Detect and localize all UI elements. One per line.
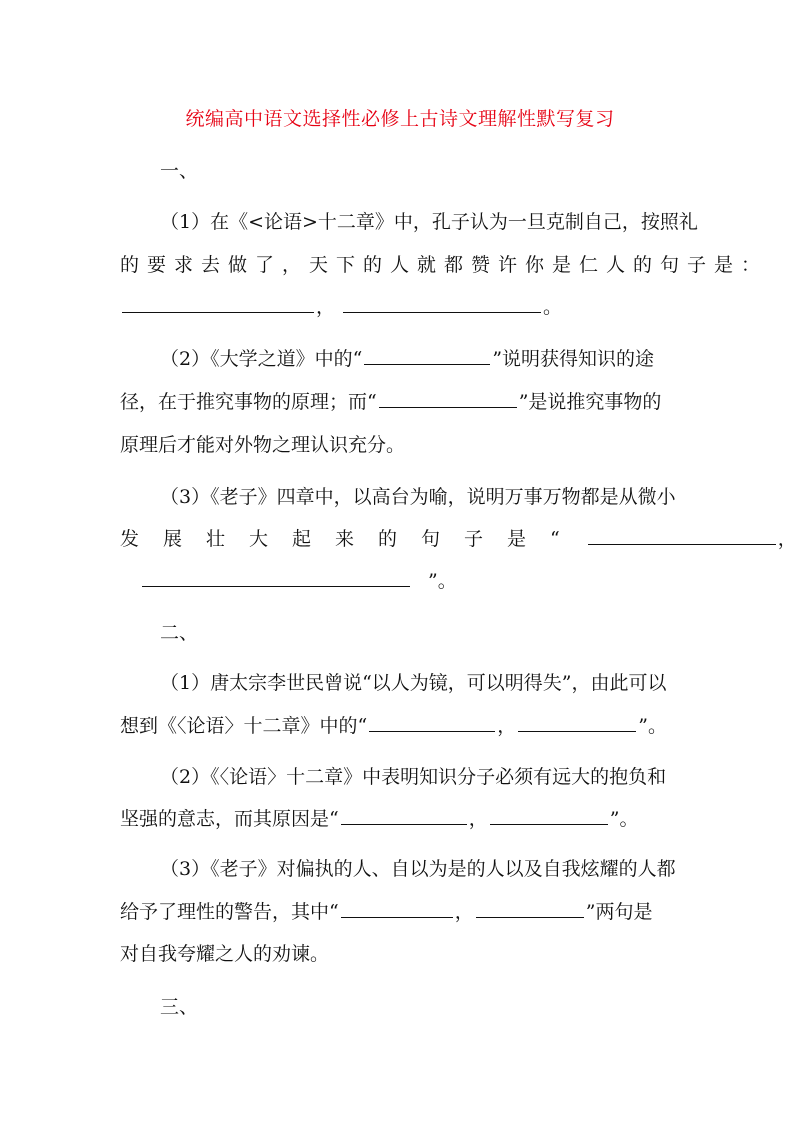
answer-blank[interactable] [588, 543, 776, 545]
text: 径，在于推究事物的原理；而“ [120, 391, 377, 413]
section-heading-two: 二、 [160, 622, 199, 644]
s2-q2-line1: （2）《〈论语〉十二章》中表明知识分子必须有远大的抱负和 [160, 766, 667, 788]
punct: ， [454, 901, 474, 923]
answer-blank[interactable] [341, 916, 453, 918]
text: （2）《大学之道》中的“ [160, 348, 363, 370]
s2-q1-line1: （1）唐太宗李世民曾说“以人为镜，可以明得失”，由此可以 [160, 672, 667, 694]
s1-q2-line2 [120, 393, 661, 412]
punct: ， [468, 808, 488, 830]
document-title: 统编高中语文选择性必修上古诗文理解性默写复习 [185, 108, 615, 130]
answer-blank[interactable] [369, 730, 495, 732]
s1-q2-line3: 原理后才能对外物之理认识充分。 [120, 434, 406, 456]
answer-blank[interactable] [379, 406, 517, 408]
punct: ”。 [609, 808, 639, 830]
s2-q3-line1: （3）《老子》对偏执的人、自以为是的人以及自我炫耀的人都 [160, 858, 676, 880]
s1-q1-line2: 的要求去做了，天下的人就都赞许你是仁人的句子是： [120, 254, 769, 276]
answer-blank[interactable] [142, 585, 410, 587]
s2-q3-line2 [120, 903, 652, 922]
answer-blank[interactable] [364, 363, 490, 365]
text: ”说明获得知识的途 [492, 348, 655, 370]
text: 想到《〈论语〉十二章》中的“ [120, 715, 368, 737]
section-heading-three: 三、 [160, 996, 199, 1018]
section-heading-one: 一、 [160, 160, 199, 182]
s2-q1-line2 [120, 717, 667, 736]
s1-q1-line1: （1）在《<论语>十二章》中，孔子认为一旦克制自己，按照礼 [160, 211, 698, 233]
punct: ， [497, 715, 517, 737]
s1-q3-line3 [140, 572, 457, 591]
answer-blank[interactable] [518, 730, 636, 732]
s1-q1-line3 [120, 298, 562, 317]
answer-blank[interactable] [343, 311, 541, 313]
text: 发展壮大起来的句子是“ [120, 528, 584, 550]
text: ”两句是 [585, 901, 653, 923]
punct: ”。 [638, 715, 667, 737]
text: 坚强的意志，而其原因是“ [120, 808, 339, 830]
punct: ”。 [428, 570, 457, 592]
punct: ， [777, 528, 797, 550]
text: ”是说推究事物的 [518, 391, 662, 413]
answer-blank[interactable] [476, 916, 584, 918]
punct: ， [316, 296, 336, 318]
answer-blank[interactable] [490, 823, 608, 825]
answer-blank[interactable] [341, 823, 467, 825]
punct: 。 [543, 296, 563, 318]
text: 给予了理性的警告，其中“ [120, 901, 339, 923]
s2-q3-line3: 对自我夸耀之人的劝谏。 [120, 943, 330, 965]
s2-q2-line2 [120, 810, 638, 829]
answer-blank[interactable] [122, 311, 314, 313]
s1-q3-line1: （3）《老子》四章中，以高台为喻，说明万事万物都是从微小 [160, 486, 676, 508]
s1-q2-line1 [160, 350, 654, 369]
s1-q3-line2 [120, 530, 797, 549]
